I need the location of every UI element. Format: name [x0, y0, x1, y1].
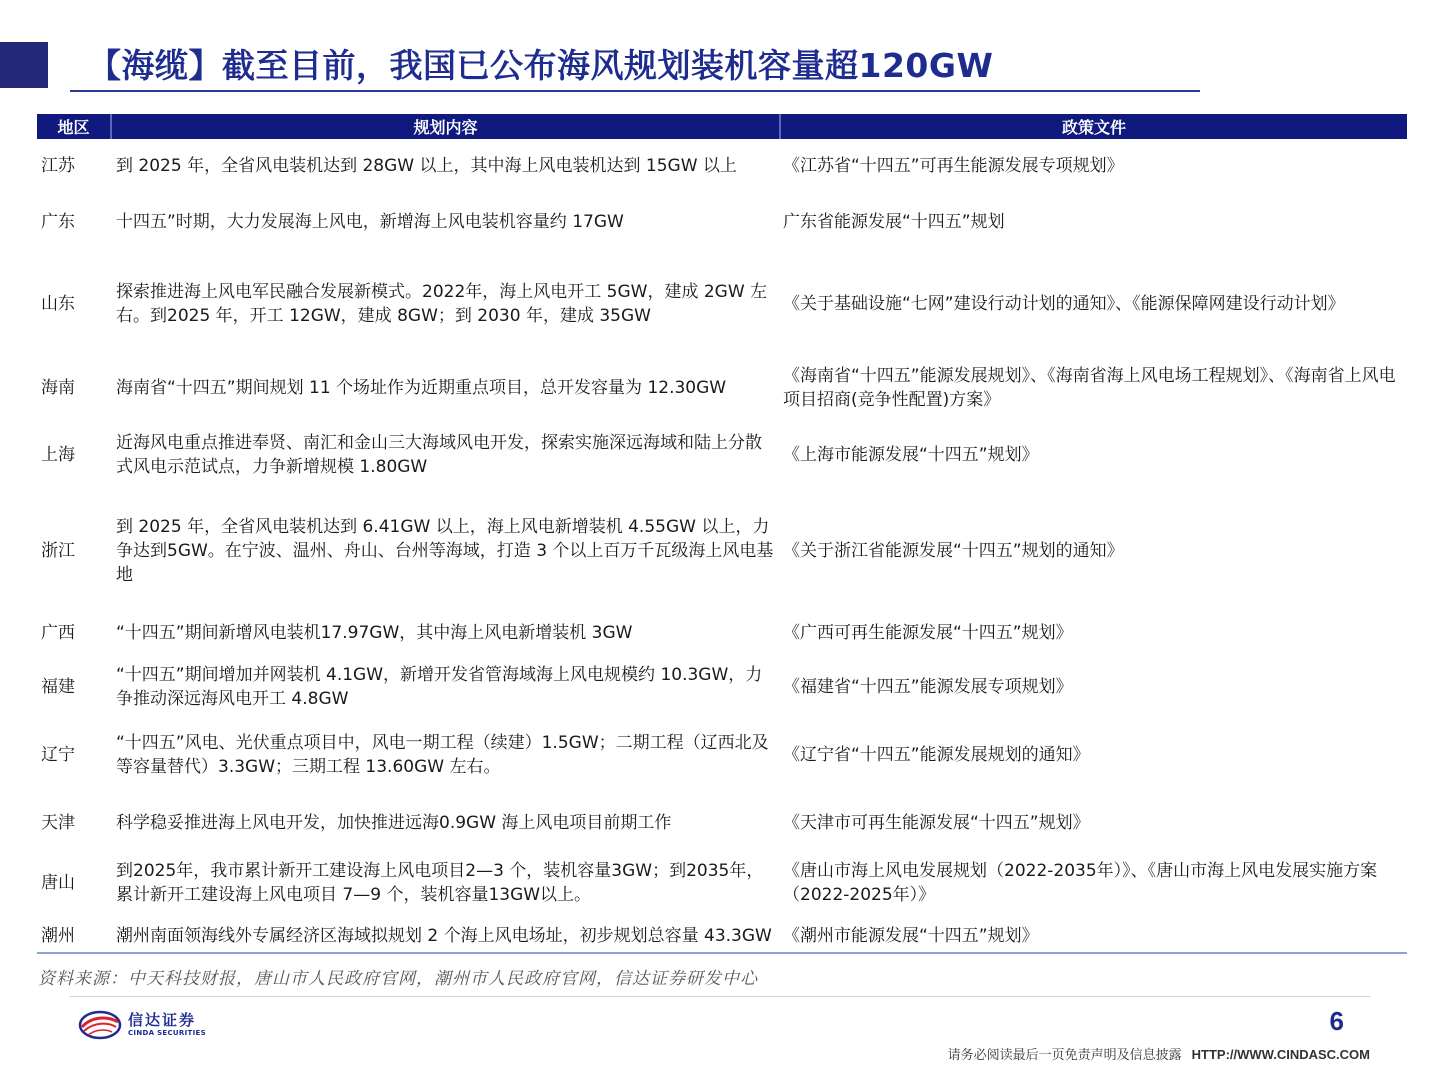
- plan-cell: 科学稳妥推进海上风电开发，加快推进远海0.9GW 海上风电项目前期工作: [116, 813, 672, 833]
- policy-cell: 《潮州市能源发展“十四五”规划》: [783, 926, 1039, 946]
- table-row: [37, 855, 1407, 911]
- region-cell: 江苏: [41, 156, 75, 176]
- title-underline: [70, 90, 1200, 92]
- table-row: [37, 611, 1407, 655]
- policy-cell: 《上海市能源发展“十四五”规划》: [783, 445, 1039, 465]
- region-cell: 海南: [41, 378, 75, 398]
- plan-cell: 十四五”时期，大力发展海上风电，新增海上风电装机容量约 17GW: [116, 212, 624, 232]
- policy-cell: 《江苏省“十四五”可再生能源发展专项规划》: [783, 156, 1124, 176]
- table-row: [37, 655, 1407, 719]
- policy-cell: 《福建省“十四五”能源发展专项规划》: [783, 677, 1073, 697]
- table-row: [37, 139, 1407, 193]
- table-row: [37, 193, 1407, 251]
- plan-cell: 到 2025 年，全省风电装机达到 28GW 以上，其中海上风电装机达到 15GW 以上: [116, 156, 737, 176]
- disclaimer-footer: [948, 1044, 1370, 1063]
- region-cell: 天津: [41, 813, 75, 833]
- policy-cell: 《海南省“十四五”能源发展规划》、《海南省海上风电场工程规划》、《海南省上风电项目招商(竞争性配置)方案》: [783, 366, 1396, 410]
- plan-cell: 探索推进海上风电军民融合发展新模式。2022年，海上风电开工 5GW，建成 2GW 左右。到2025 年，开工 12GW，建成 8GW；到 2030 年，建成 35GW: [116, 282, 768, 326]
- cinda-logo-icon: [78, 1010, 122, 1040]
- table-row: [37, 719, 1407, 791]
- policy-cell: 《唐山市海上风电发展规划（2022-2035年）》、《唐山市海上风电发展实施方案（2022-2025年）》: [783, 861, 1378, 905]
- column-header-plan: 规划内容: [110, 114, 779, 139]
- region-cell: 福建: [41, 677, 75, 697]
- page-number: 6: [1329, 1006, 1344, 1036]
- company-logo: [78, 1010, 206, 1040]
- plan-cell: “十四五”期间新增风电装机17.97GW，其中海上风电新增装机 3GW: [116, 623, 633, 643]
- table-row: [37, 491, 1407, 611]
- region-cell: 辽宁: [41, 745, 75, 765]
- footer-divider: [70, 996, 1370, 997]
- region-cell: 广西: [41, 623, 75, 643]
- plan-cell: 到2025年，我市累计新开工建设海上风电项目2—3 个，装机容量3GW；到2035年，累计新开工建设海上风电项目 7—9 个，装机容量13GW以上。: [116, 861, 764, 905]
- plan-cell: “十四五”期间增加并网装机 4.1GW，新增开发省管海域海上风电规模约 10.3GW，力争推动深远海风电开工 4.8GW: [116, 665, 763, 709]
- region-cell: 唐山: [41, 873, 75, 893]
- region-cell: 上海: [41, 445, 75, 465]
- policy-cell: 《关于基础设施“七网”建设行动计划的通知》、《能源保障网建设行动计划》: [783, 294, 1345, 314]
- plan-cell: “十四五”风电、光伏重点项目中，风电一期工程（续建）1.5GW；二期工程（辽西北及等容量替代）3.3GW；三期工程 13.60GW 左右。: [116, 733, 769, 777]
- source-note: 资料来源：中天科技财报，唐山市人民政府官网，潮州市人民政府官网，信达证券研发中心: [38, 969, 758, 989]
- policy-cell: 广东省能源发展“十四五”规划: [783, 212, 1005, 232]
- policy-cell: 《关于浙江省能源发展“十四五”规划的通知》: [783, 541, 1124, 561]
- title-accent-block: [0, 42, 48, 88]
- plan-cell: 近海风电重点推进奉贤、南汇和金山三大海域风电开发，探索实施深远海域和陆上分散式风电示范试点，力争新增规模 1.80GW: [116, 433, 762, 477]
- table-row: [37, 251, 1407, 357]
- policy-cell: 《广西可再生能源发展“十四五”规划》: [783, 623, 1073, 643]
- table-row: [37, 791, 1407, 855]
- region-cell: 广东: [41, 212, 75, 232]
- region-cell: 山东: [41, 294, 75, 314]
- planning-table: [37, 114, 1407, 961]
- page-title: 【海缆】截至目前，我国已公布海风规划装机容量超120GW: [88, 46, 994, 85]
- policy-cell: 《天津市可再生能源发展“十四五”规划》: [783, 813, 1090, 833]
- logo-chinese-name: 信达证券: [128, 1011, 197, 1029]
- website-link[interactable]: HTTP://WWW.CINDASC.COM: [1191, 1047, 1370, 1062]
- plan-cell: 潮州南面领海线外专属经济区海域拟规划 2 个海上风电场址，初步规划总容量 43.3GW: [116, 926, 772, 946]
- region-cell: 潮州: [41, 926, 75, 946]
- logo-english-name: CINDA SECURITIES: [128, 1029, 206, 1037]
- disclaimer-text: 请务必阅读最后一页免责声明及信息披露: [947, 1048, 1182, 1063]
- table-row: [37, 357, 1407, 419]
- table-header: [37, 114, 1407, 139]
- region-cell: 浙江: [41, 541, 75, 561]
- table-bottom-rule: [37, 952, 1407, 954]
- table-row: [37, 419, 1407, 491]
- plan-cell: 海南省“十四五”期间规划 11 个场址作为近期重点项目，总开发容量为 12.30GW: [116, 378, 727, 398]
- column-header-policy: 政策文件: [779, 114, 1407, 139]
- plan-cell: 到 2025 年，全省风电装机达到 6.41GW 以上，海上风电新增装机 4.55GW 以上，力争达到5GW。在宁波、温州、舟山、台州等海域，打造 3 个以上百万千瓦级海上风电基地: [116, 517, 774, 585]
- policy-cell: 《辽宁省“十四五”能源发展规划的通知》: [783, 745, 1090, 765]
- column-header-region: 地区: [57, 118, 90, 137]
